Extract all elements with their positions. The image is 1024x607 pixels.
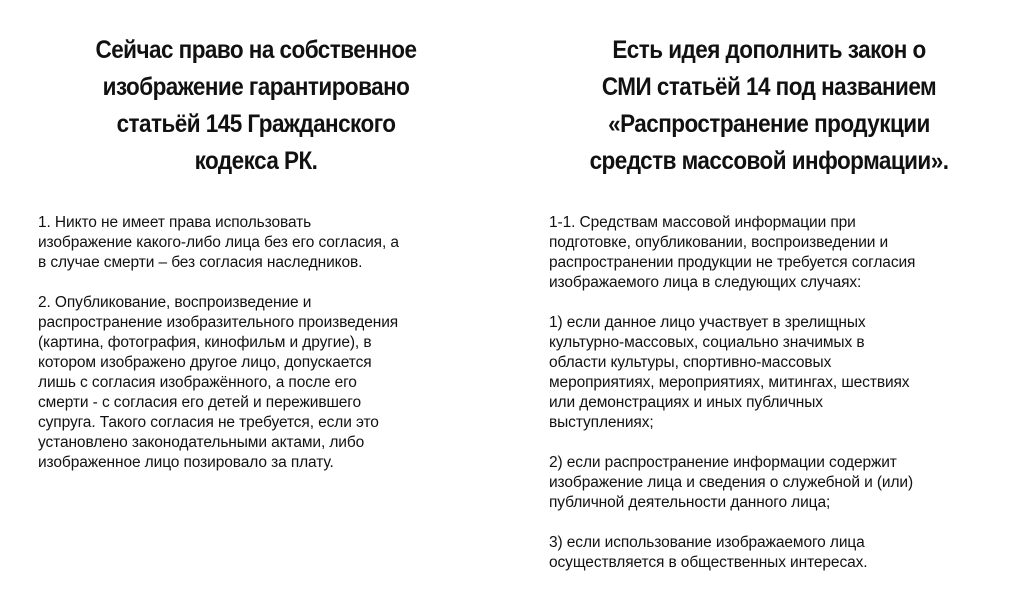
text-line: распространении продукции не требуется согласия (549, 254, 916, 271)
right-body-text (549, 213, 989, 573)
text-line: культурно-массовых, социально значимых в (549, 334, 865, 351)
left-paragraph-2 (38, 293, 474, 473)
left-column (38, 32, 474, 473)
left-heading (60, 32, 452, 180)
heading-line: СМИ статьёй 14 под названием (601, 73, 937, 101)
heading-line: «Распространение продукции (608, 110, 930, 138)
text-line: изображение лица и сведения о служебной и (или) (549, 474, 914, 491)
right-column (549, 32, 989, 573)
left-paragraph-1 (38, 213, 474, 273)
text-line: 2) если распространение информации содержит (549, 454, 897, 471)
heading-line: статьёй 145 Гражданского (116, 110, 396, 138)
text-line: 3) если использование изображаемого лица (549, 534, 865, 551)
text-line: 1) если данное лицо участвует в зрелищных (549, 314, 866, 331)
heading-line: средств массовой информации». (589, 147, 949, 175)
text-line: подготовке, опубликовании, воспроизведении и (549, 234, 889, 251)
text-line: области культуры, спортивно-массовых (549, 354, 832, 371)
text-line: лишь с согласия изображённого, а после его (38, 374, 357, 391)
text-line: изображение какого-либо лица без его согласия, а (38, 234, 399, 251)
heading-line: Есть идея дополнить закон о (612, 36, 926, 64)
right-paragraph-1 (549, 213, 989, 293)
heading-line: изображение гарантировано (102, 73, 410, 101)
text-line: или демонстрациях и иных публичных (549, 394, 823, 411)
text-line: выступлениях; (549, 414, 654, 431)
text-line: изображенное лицо позировало за плату. (38, 454, 334, 471)
text-line: установлено законодательными актами, либо (38, 434, 365, 451)
heading-line: кодекса РК. (194, 147, 318, 175)
left-body-text (38, 213, 474, 473)
heading-line: Сейчас право на собственное (95, 36, 417, 64)
text-line: 1. Никто не имеет права использовать (38, 214, 312, 231)
text-line: супруга. Такого согласия не требуется, если это (38, 414, 379, 431)
text-line: в случае смерти – без согласия наследников. (38, 254, 363, 271)
text-line: 1-1. Средствам массовой информации при (549, 214, 856, 231)
right-heading (571, 32, 967, 180)
text-line: котором изображено другое лицо, допускается (38, 354, 372, 371)
text-line: осуществляется в общественных интересах. (549, 554, 868, 571)
text-line: 2. Опубликование, воспроизведение и (38, 294, 312, 311)
right-paragraph-2 (549, 313, 989, 433)
right-paragraph-3 (549, 453, 989, 513)
text-line: (картина, фотография, кинофильм и другие), в (38, 334, 372, 351)
right-paragraph-4 (549, 533, 989, 573)
text-line: изображаемого лица в следующих случаях: (549, 274, 862, 291)
text-line: распространение изобразительного произведения (38, 314, 399, 331)
text-line: мероприятиях, мероприятиях, митингах, шествиях (549, 374, 910, 391)
text-line: смерти - с согласия его детей и пережившего (38, 394, 362, 411)
text-line: публичной деятельности данного лица; (549, 494, 831, 511)
